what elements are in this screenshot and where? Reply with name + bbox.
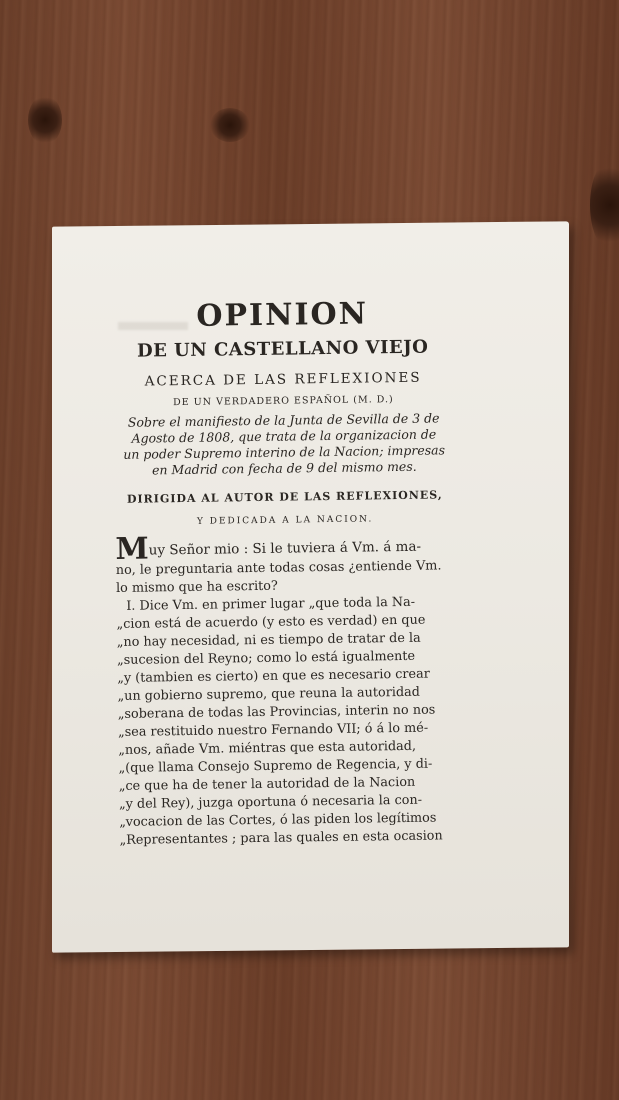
wood-knot (28, 95, 62, 145)
document-content (112, 295, 460, 850)
paragraph-2-line: „Representantes ; para las quales en esta ocasion (119, 828, 443, 848)
italic-description (114, 410, 455, 479)
paragraph-2-line: „vocacion de las Cortes, ó las piden los legítimos (119, 810, 437, 830)
paragraph-2-line: „(que llama Consejo Supremo de Regencia, y di- (118, 756, 433, 776)
drop-cap: M (115, 531, 149, 567)
paragraph-1-line: lo mismo que ha escrito? (115, 578, 278, 596)
paragraph-2-line: „no hay necesidad, ni es tiempo de tratar de la (116, 630, 421, 650)
paragraph-2-line: „sea restituido nuestro Fernando VII; ó á lo mé- (117, 720, 429, 740)
paragraph-2-line: „un gobierno supremo, que reuna la autoridad (117, 684, 421, 704)
dirigida-heading: DIRIGIDA AL AUTOR DE LAS REFLEXIONES, (126, 488, 443, 506)
document-title: OPINION (196, 296, 369, 334)
paragraph-2-line: „sucesion del Reyno; como lo está igualmente (116, 648, 416, 668)
wood-knot (210, 108, 250, 142)
dedicada-heading: Y DEDICADA A LA NACION. (196, 514, 374, 527)
document-subtitle-2: ACERCA DE LAS REFLEXIONES (144, 369, 422, 390)
italic-line: en Madrid con fecha de 9 del mismo mes. (151, 458, 417, 478)
paragraph-2-line: „y del Rey), juzga oportuna ó necesaria la con- (118, 792, 423, 812)
paragraph-2-line: „cion está de acuerdo (y esto es verdad) en que (116, 612, 426, 632)
paragraph-2-line: I. Dice Vm. en primer lugar „que toda la Na- (126, 594, 416, 614)
paragraph-2-line: „soberana de todas las Provincias, interin no nos (117, 702, 436, 722)
italic-line: Agosto de 1808, que trata de la organizacion de (131, 426, 437, 446)
paragraph-1-text: uy Señor mio : Si le tuviera á Vm. á ma- (148, 538, 422, 559)
body-text (115, 533, 459, 850)
paragraph-2-line: „y (tambien es cierto) en que es necesario crear (117, 666, 430, 686)
italic-line: un poder Supremo interino de la Nacion; impresas (123, 442, 446, 462)
paragraph-1-line: no, le preguntaria ante todas cosas ¿entiende Vm. (115, 558, 442, 578)
paragraph-2-line: „nos, añade Vm. miéntras que esta autoridad, (118, 738, 417, 758)
document-subtitle-3: DE UN VERDADERO ESPAÑOL (M. D.) (173, 394, 394, 409)
paragraph-2-line: „ce que ha de tener la autoridad de la Nacion (118, 774, 416, 794)
document-subtitle: DE UN CASTELLANO VIEJO (136, 336, 429, 362)
wood-knot (590, 160, 619, 250)
italic-line: Sobre el manifiesto de la Junta de Sevilla de 3 de (127, 410, 440, 430)
